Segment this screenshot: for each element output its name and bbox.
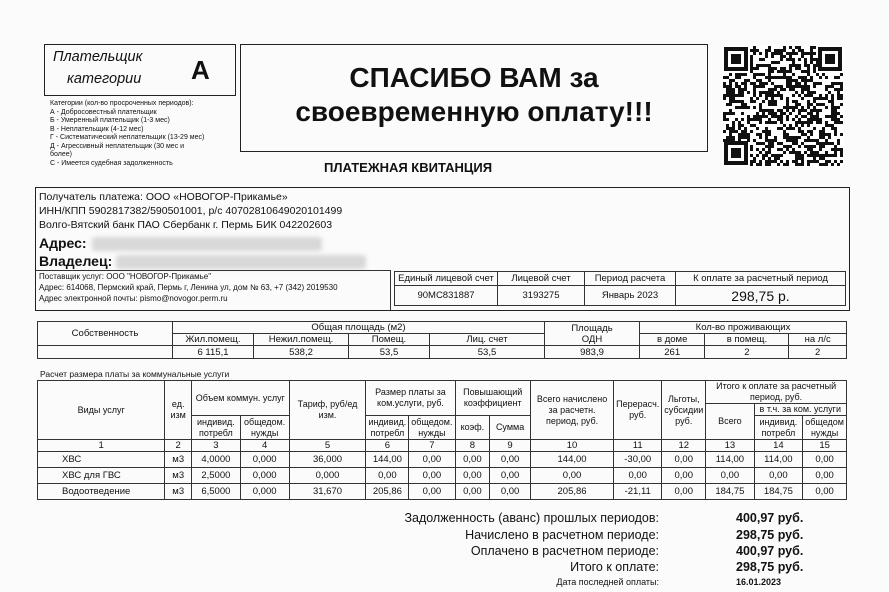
thanks-line2: своевременную оплату!!!: [295, 96, 653, 127]
legend-line: Категории (кол-во просроченных периодов):: [50, 100, 194, 107]
ownership-value: [38, 346, 173, 359]
table-cell: 0,00: [490, 468, 531, 484]
ownership-header: Собственность: [38, 322, 173, 346]
column-number: 12: [662, 440, 706, 452]
legend-line: Г - Систематический неплательщик (13-29 мес): [50, 134, 205, 141]
summary-label: Начислено в расчетном периоде:: [465, 528, 659, 542]
table-cell: 0,00: [530, 468, 613, 484]
h-coef-sum: Сумма: [490, 416, 531, 440]
table-row: [38, 452, 847, 468]
account-header: К оплате за расчетный период: [676, 272, 846, 286]
table-cell: 0,000: [289, 468, 366, 484]
payer-title-line2: категории: [67, 71, 142, 87]
res-col: в доме: [640, 334, 705, 346]
h-coef: Повышающий коэффициент: [455, 381, 530, 416]
residents-header: Кол-во проживающих: [640, 322, 847, 334]
column-number: 5: [289, 440, 366, 452]
thanks-box: [240, 44, 708, 152]
h-accrued: Всего начислено за расчетн. период, руб.: [530, 381, 613, 440]
area-val: 53,5: [349, 346, 430, 359]
column-number: 7: [409, 440, 455, 452]
table-cell: 0,00: [409, 468, 455, 484]
h-vol-ind: индивид. потребл: [192, 416, 241, 440]
table-cell: 0,00: [490, 452, 531, 468]
h-unit: ед. изм: [165, 381, 192, 440]
column-number: 14: [754, 440, 803, 452]
h-pay: Размер платы за ком.услуги, руб.: [366, 381, 455, 416]
last-payment-label: Дата последней оплаты:: [556, 577, 659, 587]
summary-value: 400,97 руб.: [736, 511, 804, 525]
column-number: 13: [706, 440, 754, 452]
account-header: Период расчета: [585, 272, 676, 286]
column-number: 1: [38, 440, 165, 452]
category-legend: [50, 100, 235, 168]
legend-line: Д - Агрессивный неплательщик (30 мес и: [50, 142, 185, 150]
service-name: ХВС: [38, 452, 165, 468]
account-value: 3193275: [498, 286, 585, 306]
amount-due: 298,75 р.: [676, 286, 846, 306]
summary-label: Итого к оплате:: [570, 560, 659, 574]
table-cell: 4,0000: [192, 452, 241, 468]
provider-line3: Адрес электронной почты: pismo@novogor.perm.ru: [39, 294, 228, 303]
h-recalc: Перерасч. руб.: [614, 381, 662, 440]
summary-label: Оплачено в расчетном периоде:: [470, 544, 659, 558]
table-cell: 0,00: [662, 452, 706, 468]
table-cell: 2,5000: [192, 468, 241, 484]
column-number: 8: [455, 440, 490, 452]
column-number: 15: [803, 440, 847, 452]
table-cell: 205,86: [366, 484, 409, 500]
table-cell: 0,00: [409, 452, 455, 468]
area-val: 53,5: [430, 346, 545, 359]
provider-line1: Поставщик услуг: ООО "НОВОГОР-Прикамье": [39, 272, 212, 281]
account-table: [394, 271, 846, 306]
res-col: в помещ.: [705, 334, 789, 346]
recipient-line2: ИНН/КПП 5902817382/590501001, р/с 40702810649020101499: [39, 205, 343, 217]
payer-title-line1: Плательщик: [53, 49, 143, 65]
column-number: 4: [240, 440, 289, 452]
h-total-incl: в т.ч. за ком. услуги: [754, 404, 846, 416]
table-cell: -21,11: [614, 484, 662, 500]
table-cell: м3: [165, 484, 192, 500]
table-cell: 0,000: [240, 468, 289, 484]
h-benefits: Льготы, субсидии руб.: [662, 381, 706, 440]
owner-redacted: [116, 255, 366, 269]
payer-category-letter: А: [191, 55, 210, 85]
calc-title: Расчет размера платы за коммунальные услуги: [40, 369, 230, 379]
summary-value: 400,97 руб.: [736, 544, 804, 558]
column-number: 2: [165, 440, 192, 452]
h-pay-ind: индивид. потребл: [366, 416, 409, 440]
table-cell: 114,00: [754, 452, 803, 468]
recipient-line3: Волго-Вятский банк ПАО Сбербанк г. Пермь БИК 042202603: [39, 219, 333, 231]
table-cell: м3: [165, 468, 192, 484]
table-cell: 0,00: [455, 468, 490, 484]
res-col: на л/с: [789, 334, 847, 346]
h-total-ind: индивид. потребл: [754, 416, 803, 440]
odn-header: Площадь ОДН: [545, 322, 640, 346]
receipt-title: ПЛАТЕЖНАЯ КВИТАНЦИЯ: [324, 160, 493, 175]
column-number: 10: [530, 440, 613, 452]
table-cell: 0,00: [803, 452, 847, 468]
area-col: Помещ.: [349, 334, 430, 346]
table-cell: 0,00: [409, 484, 455, 500]
legend-line: С - Имеется судебная задолженность: [50, 159, 173, 167]
account-header: Единый лицевой счет: [395, 272, 498, 286]
table-cell: 0,00: [455, 484, 490, 500]
table-cell: 0,00: [455, 452, 490, 468]
table-cell: 0,00: [803, 468, 847, 484]
h-tariff: Тариф, руб/ед изм.: [289, 381, 366, 440]
h-total-common: общедом нужды: [803, 416, 847, 440]
column-number: 9: [490, 440, 531, 452]
qr-code: [722, 45, 844, 167]
table-cell: 36,000: [289, 452, 366, 468]
table-cell: 0,00: [366, 468, 409, 484]
table-cell: 0,00: [662, 468, 706, 484]
area-col: Жил.помещ.: [173, 334, 254, 346]
summary-value: 298,75 руб.: [736, 560, 804, 574]
table-cell: 0,000: [240, 452, 289, 468]
table-cell: 0,00: [803, 484, 847, 500]
area-val: 538,2: [254, 346, 349, 359]
column-number: 6: [366, 440, 409, 452]
service-name: ХВС для ГВС: [38, 468, 165, 484]
odn-val: 983,9: [545, 346, 640, 359]
service-name: Водоотведение: [38, 484, 165, 500]
property-table: [37, 321, 847, 359]
total-area-header: Общая площадь (м2): [173, 322, 545, 334]
table-cell: 184,75: [754, 484, 803, 500]
table-cell: 114,00: [706, 452, 754, 468]
legend-line: В - Неплательщик (4-12 мес): [50, 125, 144, 133]
legend-line: более): [50, 151, 72, 158]
legend-line: Б - Умеренный плательщик (1-3 мес): [50, 117, 170, 124]
area-val: 6 115,1: [173, 346, 254, 359]
table-cell: 144,00: [530, 452, 613, 468]
res-val: 261: [640, 346, 705, 359]
table-row: [38, 468, 847, 484]
table-cell: 0,00: [614, 468, 662, 484]
account-value: Январь 2023: [585, 286, 676, 306]
table-cell: 0,00: [754, 468, 803, 484]
payer-category-box: [44, 44, 236, 96]
table-row: [38, 484, 847, 500]
column-number: 3: [192, 440, 241, 452]
table-cell: 0,00: [706, 468, 754, 484]
table-cell: 6,5000: [192, 484, 241, 500]
table-cell: 205,86: [530, 484, 613, 500]
table-cell: 0,00: [490, 484, 531, 500]
account-header: Лицевой счет: [498, 272, 585, 286]
address-redacted: [92, 237, 322, 251]
services-table: [37, 380, 847, 500]
h-pay-common: общедом. нужды: [409, 416, 455, 440]
legend-line: А - Добросовестный плательщик: [50, 108, 157, 116]
thanks-line1: СПАСИБО ВАМ за: [349, 62, 599, 93]
provider-line2: Адрес: 614068, Пермский край, Пермь г, Ленина ул, дом № 63, +7 (342) 2019530: [39, 283, 338, 292]
column-number: 11: [614, 440, 662, 452]
area-col: Лиц. счет: [430, 334, 545, 346]
h-total: Итого к оплате за расчетный период, руб.: [706, 381, 847, 404]
summary-value: 298,75 руб.: [736, 528, 804, 542]
table-cell: -30,00: [614, 452, 662, 468]
table-cell: 31,670: [289, 484, 366, 500]
res-val: 2: [789, 346, 847, 359]
last-payment-value: 16.01.2023: [736, 577, 782, 587]
recipient-line1: Получатель платежа: ООО «НОВОГОР-Прикамье»: [39, 191, 288, 203]
table-cell: 184,75: [706, 484, 754, 500]
h-vol-common: общедом. нужды: [240, 416, 289, 440]
h-coef-k: коэф.: [455, 416, 490, 440]
h-volume: Объем коммун. услуг: [192, 381, 290, 416]
table-cell: м3: [165, 452, 192, 468]
h-service: Виды услуг: [38, 381, 165, 440]
address-label: Адрес:: [39, 235, 87, 251]
table-cell: 0,000: [240, 484, 289, 500]
area-col: Нежил.помещ.: [254, 334, 349, 346]
table-cell: 0,00: [662, 484, 706, 500]
summary-label: Задолженность (аванс) прошлых периодов:: [404, 511, 659, 525]
account-value: 90МС831887: [395, 286, 498, 306]
h-total-all: Всего: [706, 404, 754, 440]
table-cell: 144,00: [366, 452, 409, 468]
res-val: 2: [705, 346, 789, 359]
owner-label: Владелец:: [39, 253, 113, 269]
